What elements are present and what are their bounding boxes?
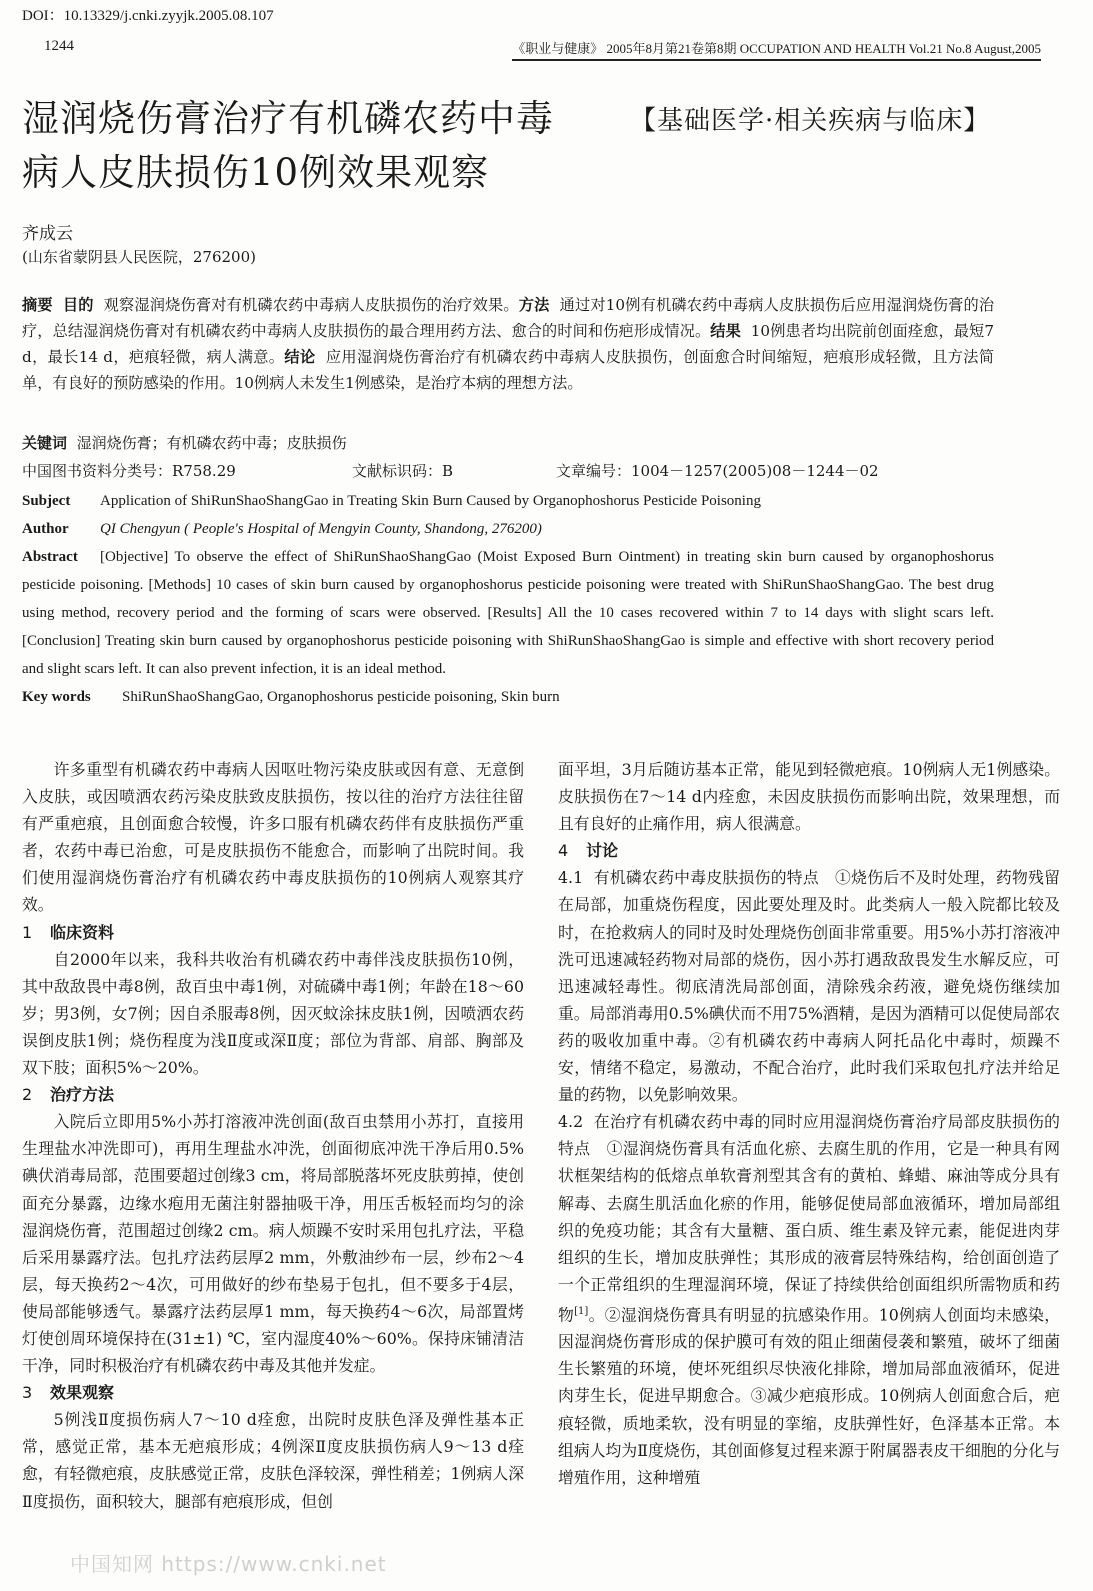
reference-1[interactable]: [1] bbox=[574, 1305, 589, 1317]
english-author bbox=[22, 515, 994, 543]
section-4-heading bbox=[558, 837, 1060, 864]
conclusion-text: 应用湿润烧伤膏治疗有机磷农药中毒病人皮肤损伤，创面愈合时间缩短，疤痕形成轻微，且方法简单，有良好的预防感染的作用。10例病人未发生1例感染，是治疗本病的理想方法。 bbox=[22, 348, 995, 392]
section-1-heading bbox=[22, 919, 524, 946]
author-label: Author bbox=[22, 521, 69, 537]
section-category: 【基础医学·相关疾病与临床】 bbox=[630, 106, 991, 136]
section-4-1-body: 有机磷农药中毒皮肤损伤的特点 ①烧伤后不及时处理，药物残留在局部，加重烧伤程度，因此要处理及时。此类病人一般入院都比较及时，在抢救病人的同时及时处理烧伤创面非常重要。用5%小苏打溶液冲洗可迅速减轻药物对局部的烧伤，因小苏打遇敌敌畏发生水解反应，可迅速减轻毒性。彻底清洗局部创面，清除残余药液，避免烧伤继续加重。局部消毒用0.5%碘伏而不用75%酒精，是因为酒精可以促使局部农药的吸收加重中毒。②有机磷农药中毒病人阿托品化中毒时，烦躁不安，情绪不稳定，易激动，不配合治疗，此时我们采取包扎疗法并给足量的药物，以免影响效果。 bbox=[558, 868, 1060, 1105]
section-4-number: 4 bbox=[558, 841, 569, 861]
section-4-2-body: 在治疗有机磷农药中毒的同时应用湿润烧伤膏治疗局部皮肤损伤的特点 ①湿润烧伤膏具有活血化瘀、去腐生肌的作用，它是一种具有网状框架结构的低熔点单软膏剂型其含有的黄柏、蜂蜡、麻油等成分具有解毒、去腐生肌活血化瘀的作用，能够促使局部血液循环，增加局部组织的免疫功能；其含有大量糖、蛋白质、维生素及锌元素，能促进肉芽组织的生长，增加皮肤弹性；其形成的液膏层特殊结构，给创面创造了一个正常组织的生理湿润环境，保证了持续供给创面组织所需物质和药物 bbox=[558, 1112, 1060, 1325]
result-label: 结果 bbox=[710, 322, 741, 340]
result-text: 10例患者均出院前创面痊愈，最短7 d，最长14 d，疤痕轻微，病人满意。 bbox=[22, 322, 994, 366]
english-abstract bbox=[22, 543, 994, 683]
cnki-watermark: 中国知网 https://www.cnki.net bbox=[70, 1552, 387, 1576]
section-2-title: 治疗方法 bbox=[50, 1085, 115, 1105]
title-line-1: 湿润烧伤膏治疗有机磷农药中毒 bbox=[22, 97, 554, 140]
body-right-column bbox=[558, 756, 1060, 1491]
section-3-heading bbox=[22, 1379, 524, 1406]
section-2-heading bbox=[22, 1081, 524, 1108]
conclusion-label: 结论 bbox=[284, 348, 316, 366]
page-number: 1244 bbox=[44, 38, 74, 54]
abstract-en-text: [Objective] To observe the effect of ShiRunShaoShangGao (Moist Exposed Burn Ointment) in treating skin burn caused by organophoshorus pesticide poisoning. [Methods] 10 cases of skin burn caused by organophoshorus pesticide poisoning were treated with ShiRunShaoShangGao. The best drug using method, recovery period and the forming of scars were observed. [Results] All the 10 cases recovered within 7 to 14 days with slight scars left. [Conclusion] Treating skin burn caused by organophoshorus pesticide poisoning with ShiRunShaoShangGao is simple and effective with short recovery period and slight scars left. It can also prevent infection, it is an ideal method. bbox=[22, 549, 994, 677]
section-3-title: 效果观察 bbox=[50, 1383, 115, 1403]
section-4-1-text bbox=[558, 864, 1060, 1108]
section-1-title: 临床资料 bbox=[50, 922, 115, 942]
objective-label: 目的 bbox=[62, 296, 94, 314]
abstract-en-label: Abstract bbox=[22, 549, 78, 565]
intro-paragraph: 许多重型有机磷农药中毒病人因呕吐物污染皮肤或因有意、无意倒入皮肤，或因喷洒农药污染皮肤致皮肤损伤，按以往的治疗方法往往留有严重疤痕，且创面愈合较慢，许多口服有机磷农药伴有皮肤损伤严重者，农药中毒已治愈，可是皮肤损伤不能愈合，而影响了出院时间。我们使用湿润烧伤膏治疗有机磷农药中毒皮肤损伤的10例病人观察其疗效。 bbox=[22, 760, 524, 915]
objective-text: 观察湿润烧伤膏对有机磷农药中毒病人皮肤损伤的治疗效果。 bbox=[103, 296, 519, 314]
title-line-2: 病人皮肤损伤10例效果观察 bbox=[22, 151, 490, 194]
keywords-text: 湿润烧伤膏；有机磷农药中毒；皮肤损伤 bbox=[76, 434, 347, 452]
subject-text: Application of ShiRunShaoShangGao in Treating Skin Burn Caused by Organophoshorus Pesticide Poisoning bbox=[100, 493, 761, 509]
english-abstract-block bbox=[22, 487, 994, 711]
keywords-chinese bbox=[22, 432, 347, 453]
body-left-column bbox=[22, 756, 524, 1515]
keywords-en-label: Key words bbox=[22, 689, 91, 705]
method-label: 方法 bbox=[518, 296, 550, 314]
section-4-2-number: 4.2 bbox=[558, 1112, 584, 1132]
section-3-continued: 面平坦，3月后随访基本正常，能见到轻微疤痕。10例病人无1例感染。皮肤损伤在7～14 d内痊愈，未因皮肤损伤而影响出院，效果理想，而且有良好的止痛作用，病人很满意。 bbox=[558, 760, 1060, 834]
abstract-chinese bbox=[22, 292, 994, 396]
document-code: 文献标识码：B bbox=[352, 462, 454, 480]
english-keywords bbox=[22, 683, 994, 711]
article-title bbox=[22, 92, 642, 200]
section-4-2-text bbox=[558, 1108, 1060, 1491]
section-3-text: 5例浅Ⅱ度损伤病人7～10 d痊愈，出院时皮肤色泽及弹性基本正常，感觉正常，基本无疤痕形成；4例深Ⅱ度皮肤损伤病人9～13 d痊愈，有轻微疤痕，皮肤感觉正常，皮肤色泽较深，弹性稍差；1例病人深Ⅱ度损伤，面积较大，腿部有疤痕形成，但创 bbox=[22, 1410, 524, 1511]
keywords-en-text: ShiRunShaoShangGao, Organophoshorus pesticide poisoning, Skin burn bbox=[122, 689, 560, 705]
section-4-1-number: 4.1 bbox=[558, 868, 584, 888]
author-affiliation: (山东省蒙阴县人民医院，276200) bbox=[22, 248, 256, 266]
clc-number: 中国图书资料分类号：R758.29 bbox=[22, 462, 236, 480]
method-text: 通过对10例有机磷农药中毒病人皮肤损伤后应用湿润烧伤膏的治疗，总结湿润烧伤膏对有机磷农药中毒病人皮肤损伤的最合理用药方法、愈合的时间和伤疤形成情况。 bbox=[22, 296, 995, 340]
section-3-number: 3 bbox=[22, 1383, 33, 1403]
section-2-number: 2 bbox=[22, 1085, 33, 1105]
section-4-title: 讨论 bbox=[586, 841, 619, 861]
journal-header: 《职业与健康》 2005年8月第21卷第8期 OCCUPATION AND HEALTH Vol.21 No.8 August,2005 bbox=[512, 38, 1041, 61]
section-1-number: 1 bbox=[22, 922, 33, 942]
english-subject bbox=[22, 487, 994, 515]
author-text: QI Chengyun ( People's Hospital of Mengyin County, Shandong, 276200) bbox=[100, 521, 542, 537]
article-number: 文章编号：1004－1257(2005)08－1244－02 bbox=[556, 462, 879, 480]
keywords-label: 关键词 bbox=[22, 434, 68, 452]
doi: DOI：10.13329/j.cnki.zyyjk.2005.08.107 bbox=[22, 8, 274, 24]
author-name: 齐成云 bbox=[22, 224, 73, 244]
abstract-label: 摘要 bbox=[22, 296, 53, 314]
subject-label: Subject bbox=[22, 493, 71, 509]
section-1-text: 自2000年以来，我科共收治有机磷农药中毒伴浅皮肤损伤10例，其中敌敌畏中毒8例，敌百虫中毒1例，对硫磷中毒1例；年龄在18～60岁；男3例，女7例；因自杀服毒8例，因灭蚊涂抹皮肤1例，因喷洒农药误倒皮肤1例；烧伤程度为浅Ⅱ度或深Ⅱ度；部位为背部、肩部、胸部及双下肢；面积5%～20%。 bbox=[22, 949, 524, 1078]
section-2-text: 入院后立即用5%小苏打溶液冲洗创面(敌百虫禁用小苏打，直接用生理盐水冲洗即可)，再用生理盐水冲洗，创面彻底冲洗干净后用0.5%碘伏消毒局部，范围要超过创缘3 cm，将局部脱落坏死皮肤剪掉，使创面充分暴露，边缘水疱用无菌注射器抽吸干净，用压舌板轻而均匀的涂湿润烧伤膏，范围超过创缘2 cm。病人烦躁不安时采用包扎疗法，平稳后采用暴露疗法。包扎疗法药层厚2 mm，外敷油纱布一层，纱布2～4层，每天换药2～4次，可用做好的纱布垫易于包扎，但不要多于4层，使局部能够透气。暴露疗法药层厚1 mm，每天换药4～6次，局部置烤灯使创周环境保持在(31±1) ℃，室内湿度40%～60%。保持床铺清洁干净，同时积极治疗有机磷农药中毒及其他并发症。 bbox=[22, 1112, 524, 1376]
section-4-2-body-continued: 。②湿润烧伤膏具有明显的抗感染作用。10例病人创面均未感染，因湿润烧伤膏形成的保护膜可有效的阻止细菌侵袭和繁殖，破坏了细菌生长繁殖的环境，使坏死组织尽快液化排除，增加局部血液循环，促进肉芽生长，促进早期愈合。③减少疤痕形成。10例病人创面愈合后，疤痕轻微，质地柔软，没有明显的挛缩，皮肤弹性好，色泽基本正常。本组病人均为Ⅱ度烧伤，其创面修复过程来源于附属器表皮干细胞的分化与增殖作用，这种增殖 bbox=[558, 1305, 1060, 1487]
